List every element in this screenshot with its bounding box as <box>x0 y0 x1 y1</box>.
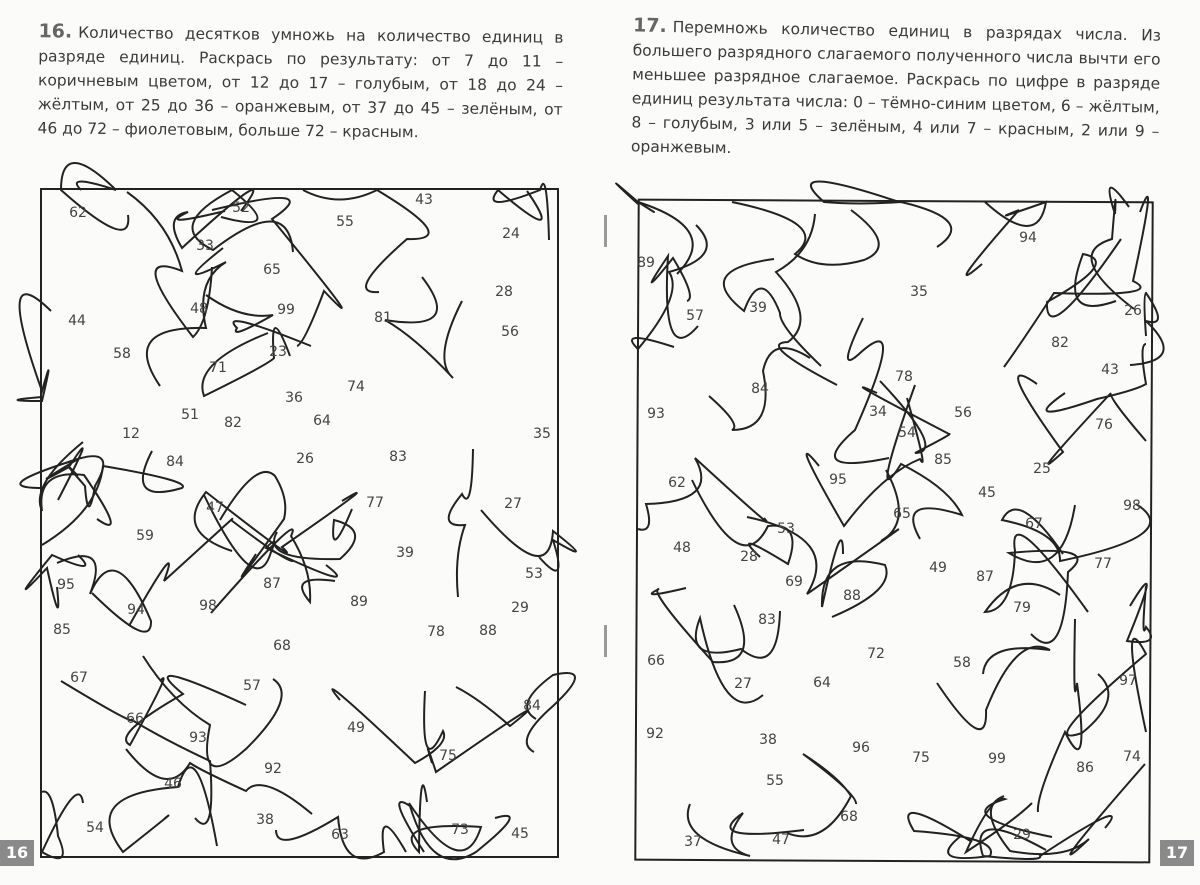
task-16-text: Количество десятков умножь на количество единиц в разряде единиц. Раскрась по результату: от 7 до 11 – коричневым цветом, от 12 до 17 – голубым, от 18 до 24 – жёлтым, от 25 до 36 – оранжевым, от 37 до 45 – зелёным, от 46 до 72 – фиолетовым, больше 72 – красным. <box>37 23 564 142</box>
region-number: 88 <box>479 623 497 639</box>
region-number: 69 <box>785 574 803 590</box>
region-number: 87 <box>976 569 994 585</box>
coloring-picture-16 <box>40 188 559 858</box>
region-number: 24 <box>502 226 520 242</box>
region-number: 82 <box>224 415 242 431</box>
region-number: 64 <box>813 675 831 691</box>
region-number: 68 <box>273 638 291 654</box>
region-number: 75 <box>912 750 930 766</box>
region-number: 49 <box>347 720 365 736</box>
region-number: 98 <box>199 598 217 614</box>
region-number: 79 <box>1013 600 1031 616</box>
region-number: 66 <box>126 711 144 727</box>
region-number: 47 <box>206 500 224 516</box>
region-number: 35 <box>910 284 928 300</box>
staple <box>604 215 607 247</box>
region-number: 44 <box>68 313 86 329</box>
region-number: 92 <box>264 761 282 777</box>
region-number: 48 <box>190 301 208 317</box>
region-number: 58 <box>113 346 131 362</box>
region-number: 84 <box>523 698 541 714</box>
region-number: 74 <box>347 379 365 395</box>
region-number: 47 <box>772 832 790 848</box>
region-number: 59 <box>136 528 154 544</box>
region-number: 89 <box>350 594 368 610</box>
region-number: 71 <box>209 360 227 376</box>
region-number: 68 <box>840 809 858 825</box>
region-number: 94 <box>127 602 145 618</box>
task-17-text: Перемножь количество единиц в разрядах числа. Из большего разрядного слагаемого полученного числа вычти его меньшее разрядное слагаемое. Раскрась по цифре в разряде единиц результата числа: 0 – тёмно-синим цветом, 6 – жёлтым, 8 – голубым, 3 или 5 – зелёным, 4 или 7 – красным, 2 или 9 – оранжевым. <box>630 18 1162 158</box>
region-number: 29 <box>1013 827 1031 843</box>
region-number: 43 <box>1101 362 1119 378</box>
region-number: 83 <box>389 449 407 465</box>
region-number: 27 <box>504 496 522 512</box>
region-number: 77 <box>1094 556 1112 572</box>
task-17-number: 17. <box>632 14 667 37</box>
region-number: 57 <box>243 678 261 694</box>
region-number: 28 <box>740 549 758 565</box>
region-number: 95 <box>829 472 847 488</box>
region-number: 51 <box>181 407 199 423</box>
region-number: 93 <box>647 406 665 422</box>
region-number: 62 <box>668 475 686 491</box>
region-number: 67 <box>70 670 88 686</box>
region-number: 76 <box>1095 417 1113 433</box>
region-number: 78 <box>427 624 445 640</box>
region-number: 66 <box>647 653 665 669</box>
region-number: 29 <box>511 600 529 616</box>
region-number: 26 <box>296 451 314 467</box>
region-number: 56 <box>954 405 972 421</box>
region-number: 49 <box>929 560 947 576</box>
region-number: 39 <box>749 300 767 316</box>
staple <box>604 625 607 657</box>
region-number: 57 <box>686 308 704 324</box>
region-number: 87 <box>263 576 281 592</box>
region-number: 45 <box>511 826 529 842</box>
region-number: 38 <box>759 732 777 748</box>
region-number: 85 <box>934 452 952 468</box>
region-number: 43 <box>415 192 433 208</box>
region-number: 86 <box>1076 760 1094 776</box>
region-number: 62 <box>69 205 87 221</box>
region-number: 54 <box>898 425 916 441</box>
region-number: 82 <box>1051 335 1069 351</box>
region-number: 84 <box>751 381 769 397</box>
region-number: 26 <box>1124 303 1142 319</box>
region-number: 98 <box>1123 498 1141 514</box>
region-number: 74 <box>1123 749 1141 765</box>
region-number: 35 <box>533 426 551 442</box>
region-number: 72 <box>867 646 885 662</box>
page-number-left: 16 <box>0 840 34 866</box>
region-number: 37 <box>684 834 702 850</box>
region-number: 48 <box>673 540 691 556</box>
region-number: 65 <box>893 506 911 522</box>
region-number: 65 <box>263 262 281 278</box>
region-number: 94 <box>1019 230 1037 246</box>
region-number: 38 <box>256 812 274 828</box>
region-number: 99 <box>988 751 1006 767</box>
region-number: 93 <box>189 730 207 746</box>
region-number: 53 <box>525 566 543 582</box>
region-number: 92 <box>646 726 664 742</box>
region-number: 95 <box>57 577 75 593</box>
region-number: 64 <box>313 413 331 429</box>
region-number: 78 <box>895 369 913 385</box>
page-number-right: 17 <box>1160 840 1194 866</box>
region-number: 55 <box>766 773 784 789</box>
region-number: 34 <box>869 404 887 420</box>
region-number: 63 <box>331 827 349 843</box>
region-number: 56 <box>501 324 519 340</box>
region-number: 97 <box>1119 673 1137 689</box>
region-number: 54 <box>86 820 104 836</box>
region-number: 99 <box>277 302 295 318</box>
region-number: 46 <box>164 776 182 792</box>
task-16-number: 16. <box>38 20 73 43</box>
region-number: 96 <box>852 740 870 756</box>
region-number: 75 <box>439 748 457 764</box>
region-number: 84 <box>166 454 184 470</box>
region-number: 55 <box>336 214 354 230</box>
region-number: 28 <box>495 284 513 300</box>
region-number: 27 <box>734 676 752 692</box>
region-number: 58 <box>953 655 971 671</box>
region-number: 81 <box>374 310 392 326</box>
region-number: 67 <box>1025 516 1043 532</box>
region-number: 12 <box>122 426 140 442</box>
region-number: 36 <box>285 390 303 406</box>
region-number: 89 <box>637 255 655 271</box>
region-number: 85 <box>53 622 71 638</box>
region-number: 25 <box>1033 461 1051 477</box>
region-number: 88 <box>843 588 861 604</box>
region-number: 23 <box>269 344 287 360</box>
region-number: 39 <box>396 545 414 561</box>
region-number: 83 <box>758 612 776 628</box>
region-number: 73 <box>451 822 469 838</box>
region-number: 53 <box>777 521 795 537</box>
region-number: 77 <box>366 495 384 511</box>
region-number: 52 <box>232 200 250 216</box>
region-number: 45 <box>978 485 996 501</box>
region-number: 33 <box>196 238 214 254</box>
